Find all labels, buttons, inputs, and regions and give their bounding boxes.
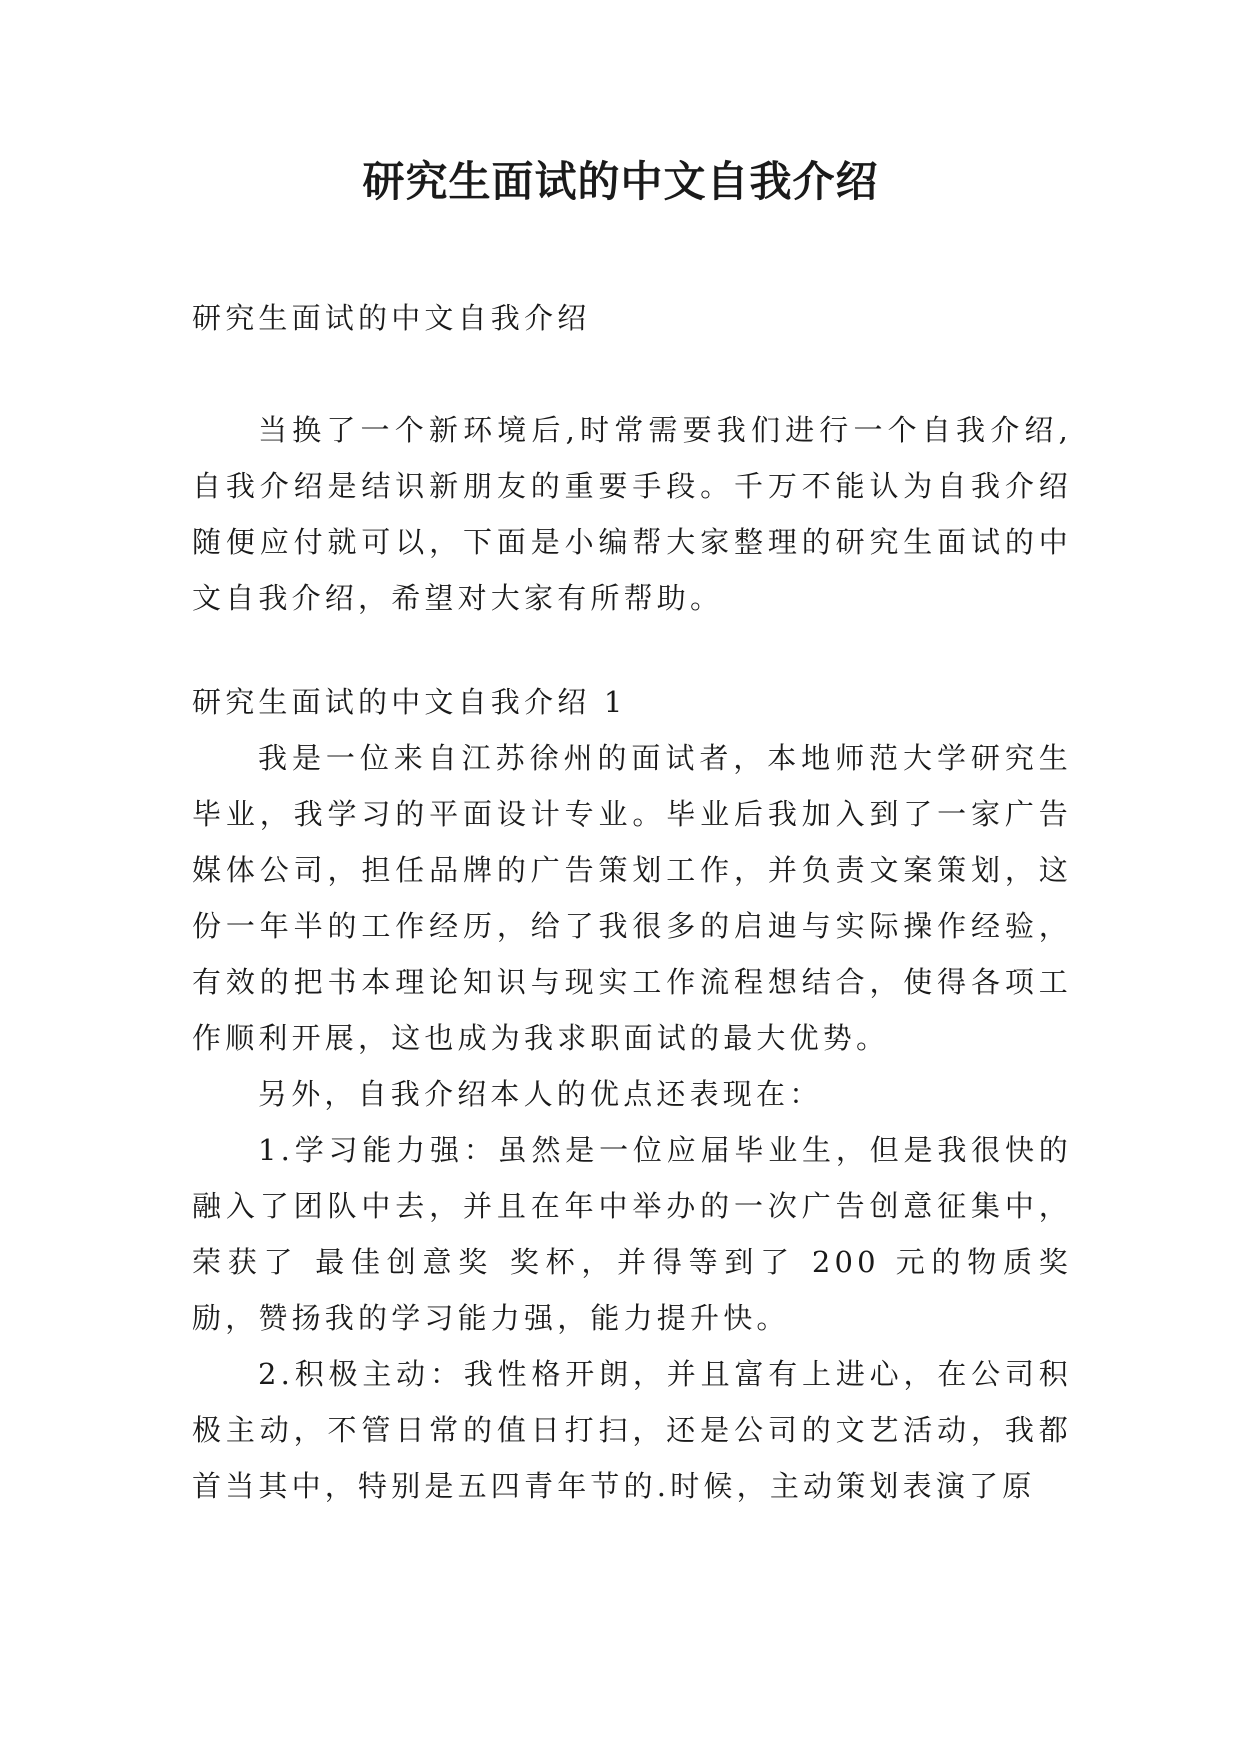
document-body (192, 290, 1072, 1514)
paragraph: 我是一位来自江苏徐州的面试者，本地师范大学研究生毕业，我学习的平面设计专业。毕业后我加入到了一家广告媒体公司，担任品牌的广告策划工作，并负责文案策划，这份一年半的工作经历，给了我很多的启迪与实际操作经验，有效的把书本理论知识与现实工作流程想结合，使得各项工作顺利开展，这也成为我求职面试的最大优势。 (192, 741, 1072, 1055)
intro-paragraph: 当换了一个新环境后,时常需要我们进行一个自我介绍,自我介绍是结识新朋友的重要手段。千万不能认为自我介绍随便应付就可以，下面是小编帮大家整理的研究生面试的中文自我介绍，希望对大家有所帮助。 (192, 413, 1073, 615)
section-heading: 研究生面试的中文自我介绍 1 (192, 685, 627, 719)
document-title: 研究生面试的中文自我介绍 (362, 157, 879, 206)
paragraph: 另外，自我介绍本人的优点还表现在： (258, 1077, 823, 1111)
subtitle: 研究生面试的中文自我介绍 (192, 301, 591, 335)
spacer (192, 626, 1072, 674)
paragraph: 2.积极主动：我性格开朗，并且富有上进心，在公司积极主动，不管日常的值日打扫，还是公司的文艺活动，我都首当其中，特别是五四青年节的.时候，主动策划表演了原 (192, 1357, 1072, 1503)
spacer (192, 346, 1072, 402)
paragraph: 1.学习能力强：虽然是一位应届毕业生，但是我很快的融入了团队中去，并且在年中举办的一次广告创意征集中，荣获了 最佳创意奖 奖杯，并得等到了 200 元的物质奖励，赞扬我的学习能力强，能力提升快。 (192, 1133, 1072, 1335)
